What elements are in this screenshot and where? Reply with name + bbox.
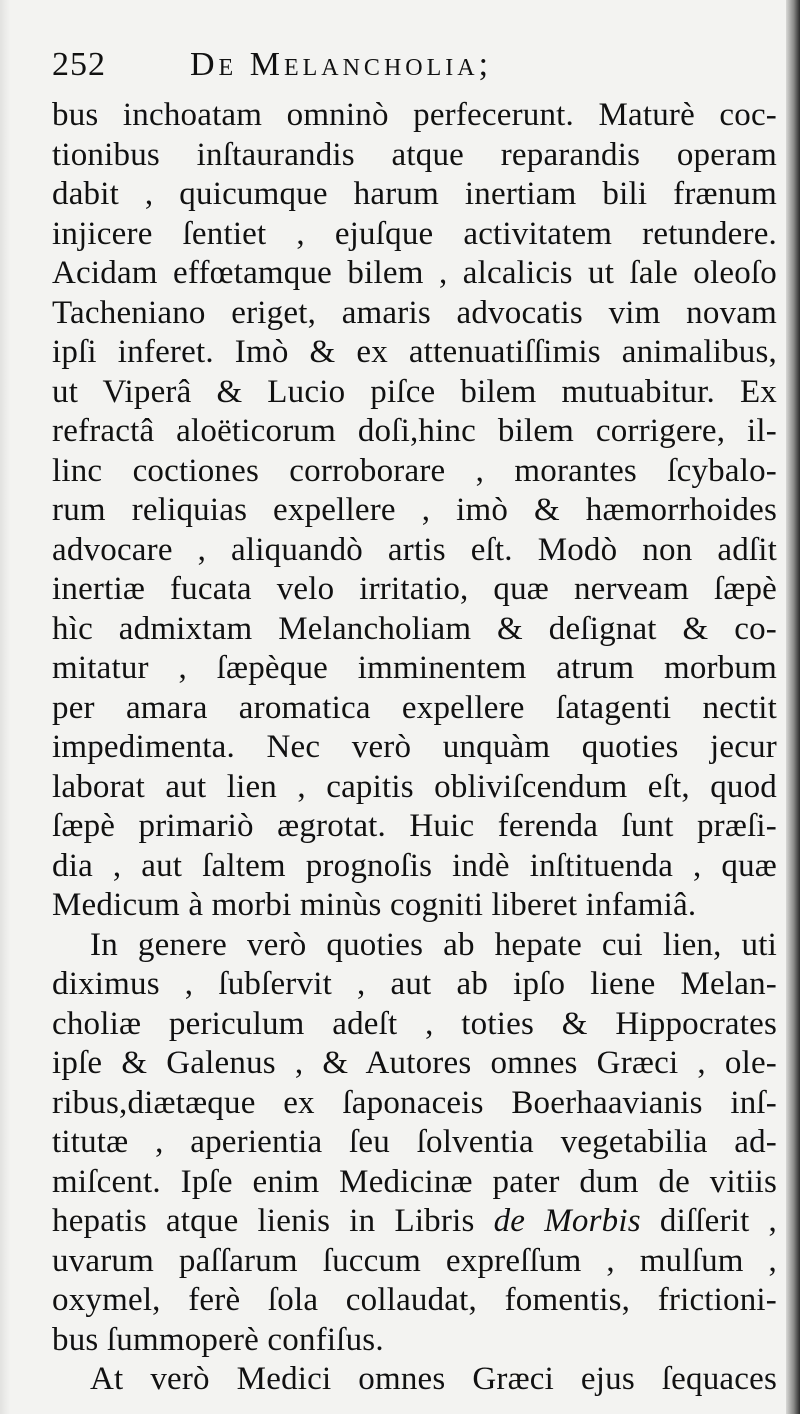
text-line: choliæ periculum adeſt , toties & Hippocrates: [52, 1005, 777, 1042]
text-line: dia , aut ſaltem prognoſis indè inſtituenda , quæ: [52, 847, 777, 884]
text-line: mitatur , ſæpèque imminentem atrum morbum: [52, 650, 777, 686]
text-line: bus ſummoperè confiſus.: [52, 1321, 384, 1358]
paragraph-start-line: In genere verò quoties ab hepate cui lien, uti: [90, 926, 777, 963]
page-left-edge: [0, 0, 10, 1414]
text-line: rum reliquias expellere , imò & hæmorrhoides: [52, 492, 777, 528]
body-text: [52, 96, 777, 1400]
text-line: ipſi inferet. Imò & ex attenuatiſſimis animalibus,: [52, 334, 777, 370]
text-line: Tacheniano eriget, amaris advocatis vim novam: [52, 294, 777, 331]
text-line: tionibus inſtaurandis atque reparandis operam: [52, 136, 777, 173]
text-line: laborat aut lien , capitis obliviſcendum eſt, quod: [52, 768, 777, 805]
italic-title: de Morbis: [493, 1203, 641, 1239]
text-line: oxymel, ferè ſola collaudat, fomentis, frictioni-: [52, 1282, 777, 1318]
text-line: titutæ , aperientia ſeu ſolventia vegetabilia ad-: [52, 1124, 777, 1160]
text-line: bus inchoatam omninò perfecerunt. Maturè coc-: [52, 97, 777, 133]
text-line: uvarum paſſarum ſuccum expreſſum , mulſum ,: [52, 1242, 777, 1279]
text-line: diximus , ſubſervit , aut ab ipſo liene Melan-: [52, 966, 777, 1002]
text-line: per amara aromatica expellere ſatagenti nectit: [52, 689, 777, 726]
page-number: 252: [52, 46, 106, 83]
scan-dark-edge: [786, 0, 800, 1414]
text-run: diſſerit ,: [659, 1203, 777, 1239]
text-line: ipſe & Galenus , & Autores omnes Græci , ole-: [52, 1045, 777, 1081]
running-head: De Melancholia;: [190, 46, 493, 83]
text-line: injicere ſentiet , ejuſque activitatem retundere.: [52, 215, 777, 252]
text-line: miſcent. Ipſe enim Medicinæ pater dum de vitiis: [52, 1163, 777, 1200]
text-line: dabit , quicumque harum inertiam bili frænum: [52, 176, 777, 212]
text-line: impedimenta. Nec verò unquàm quoties jecur: [52, 729, 777, 765]
text-line: linc coctiones corroborare , morantes ſcybalo-: [52, 452, 777, 489]
text-line: advocare , aliquandò artis eſt. Modò non adſit: [52, 531, 777, 568]
text-line: ut Viperâ & Lucio piſce bilem mutuabitur. Ex: [52, 373, 777, 410]
text-line: inertiæ fucata velo irritatio, quæ nerveam ſæpè: [52, 571, 777, 607]
text-line: refractâ aloëticorum doſi,hinc bilem corrigere, il-: [52, 413, 777, 449]
paragraph-start-line: At verò Medici omnes Græci ejus ſequaces: [90, 1361, 777, 1397]
page-header: [52, 40, 772, 98]
text-line: Acidam effœtamque bilem , alcalicis ut ſale oleoſo: [52, 255, 777, 291]
text-line: hìc admixtam Melancholiam & deſignat & co-: [52, 610, 777, 647]
text-run: hepatis atque lienis in Libris: [52, 1203, 475, 1239]
text-line-with-italic: [52, 1202, 777, 1242]
text-line: ribus,diætæque ex ſaponaceis Boerhaavianis inſ-: [52, 1084, 777, 1121]
text-line: Medicum à morbi minùs cogniti liberet infamiâ.: [52, 887, 697, 923]
text-line: ſæpè primariò ægrotat. Huic ferenda ſunt præſi-: [52, 808, 777, 844]
